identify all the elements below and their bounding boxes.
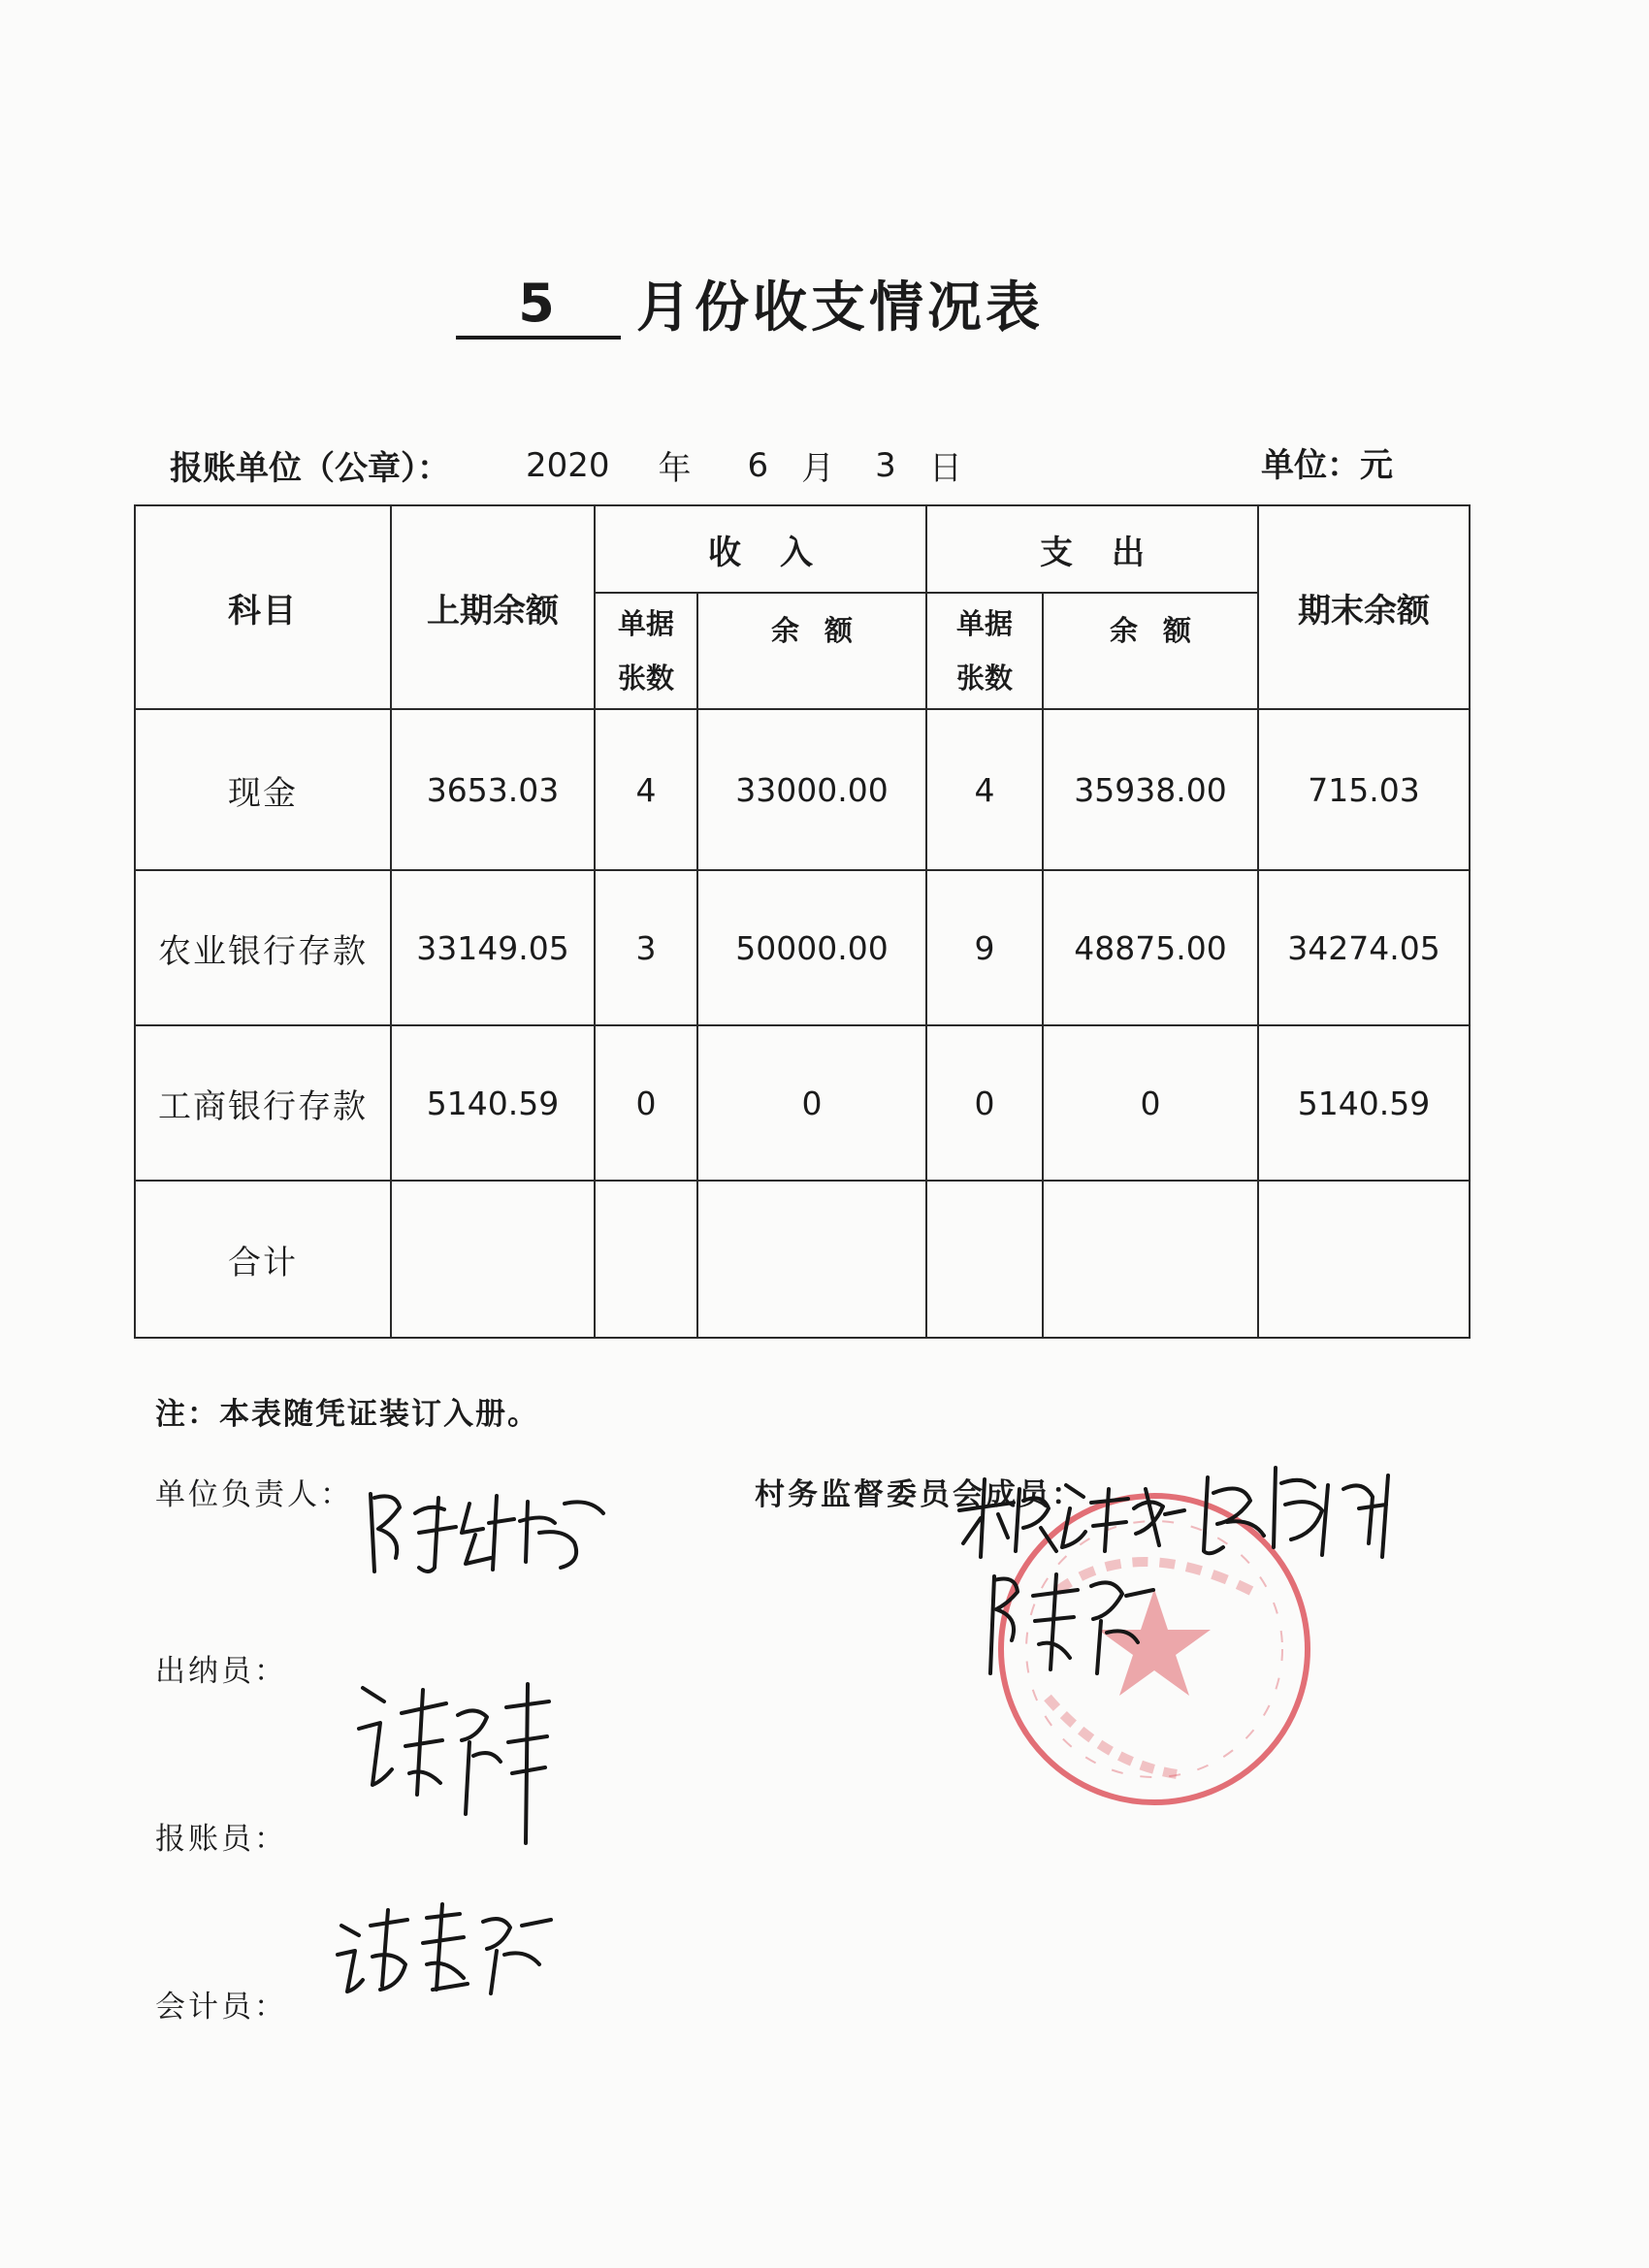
table-row-total bbox=[135, 1181, 1470, 1338]
row-income-amount: 0 bbox=[697, 1025, 926, 1181]
accountant-signature bbox=[332, 1896, 565, 2003]
row-subject: 现金 bbox=[135, 709, 391, 870]
unit-head-label: 单位负责人： bbox=[155, 1477, 353, 1512]
row-expense-count: 9 bbox=[926, 870, 1043, 1025]
committee-label: 村务监督委员会成员： bbox=[755, 1477, 1084, 1512]
row-income-amount bbox=[697, 1181, 926, 1338]
row-prev-balance: 3653.03 bbox=[391, 709, 595, 870]
row-income-count: 3 bbox=[595, 870, 697, 1025]
row-expense-count bbox=[926, 1181, 1043, 1338]
voucher-label-2: 张数 bbox=[617, 662, 674, 695]
page-title bbox=[456, 262, 1044, 340]
header-prev-balance: 上期余额 bbox=[391, 505, 595, 709]
header-subject: 科目 bbox=[135, 505, 391, 709]
report-day: 3 bbox=[875, 445, 896, 485]
row-expense-amount: 0 bbox=[1043, 1025, 1258, 1181]
committee-signatures bbox=[955, 1450, 1518, 1702]
voucher-label-2: 张数 bbox=[955, 662, 1013, 695]
row-income-amount: 33000.00 bbox=[697, 709, 926, 870]
cashier-label: 出纳员： bbox=[155, 1654, 287, 1689]
unit-head-signature bbox=[361, 1474, 623, 1581]
header-income-amount: 余额 bbox=[697, 593, 926, 709]
binding-note: 注：本表随凭证装订入册。 bbox=[155, 1397, 539, 1432]
row-expense-amount bbox=[1043, 1181, 1258, 1338]
header-row bbox=[135, 505, 1470, 593]
row-end-balance bbox=[1258, 1181, 1470, 1338]
row-expense-count: 4 bbox=[926, 709, 1043, 870]
row-expense-amount: 48875.00 bbox=[1043, 870, 1258, 1025]
reporting-unit-label: 报账单位（公章）： bbox=[170, 449, 450, 488]
header-expense-amount: 余额 bbox=[1043, 593, 1258, 709]
report-year: 2020 bbox=[526, 445, 610, 485]
income-expense-table bbox=[134, 504, 1471, 1339]
cashier-signature bbox=[349, 1669, 572, 1863]
voucher-label-1: 单据 bbox=[617, 607, 674, 640]
header-income-count bbox=[595, 593, 697, 709]
row-expense-amount: 35938.00 bbox=[1043, 709, 1258, 870]
month-char: 月 bbox=[801, 449, 835, 488]
voucher-label-1: 单据 bbox=[955, 607, 1013, 640]
header-expense-count bbox=[926, 593, 1043, 709]
day-char: 日 bbox=[928, 449, 962, 488]
row-prev-balance: 5140.59 bbox=[391, 1025, 595, 1181]
row-subject: 工商银行存款 bbox=[135, 1025, 391, 1181]
accountant-label: 会计员： bbox=[155, 1990, 287, 2025]
row-end-balance: 5140.59 bbox=[1258, 1025, 1470, 1181]
row-end-balance: 715.03 bbox=[1258, 709, 1470, 870]
row-income-amount: 50000.00 bbox=[697, 870, 926, 1025]
row-income-count: 0 bbox=[595, 1025, 697, 1181]
report-meta bbox=[170, 441, 962, 489]
table-row bbox=[135, 870, 1470, 1025]
header-end-balance: 期末余额 bbox=[1258, 505, 1470, 709]
reporter-label: 报账员： bbox=[155, 1822, 287, 1857]
row-subject: 农业银行存款 bbox=[135, 870, 391, 1025]
row-prev-balance: 33149.05 bbox=[391, 870, 595, 1025]
row-income-count bbox=[595, 1181, 697, 1338]
row-end-balance: 34274.05 bbox=[1258, 870, 1470, 1025]
table-row bbox=[135, 709, 1470, 870]
row-prev-balance bbox=[391, 1181, 595, 1338]
title-month: 5 bbox=[456, 272, 621, 340]
currency-unit: 单位：元 bbox=[1261, 446, 1393, 485]
header-expense: 支出 bbox=[926, 505, 1258, 593]
header-income: 收入 bbox=[595, 505, 926, 593]
row-expense-count: 0 bbox=[926, 1025, 1043, 1181]
row-income-count: 4 bbox=[595, 709, 697, 870]
table-row bbox=[135, 1025, 1470, 1181]
row-subject: 合计 bbox=[135, 1181, 391, 1338]
title-text: 月份收支情况表 bbox=[636, 275, 1044, 340]
report-month: 6 bbox=[747, 445, 769, 485]
year-char: 年 bbox=[658, 449, 692, 488]
